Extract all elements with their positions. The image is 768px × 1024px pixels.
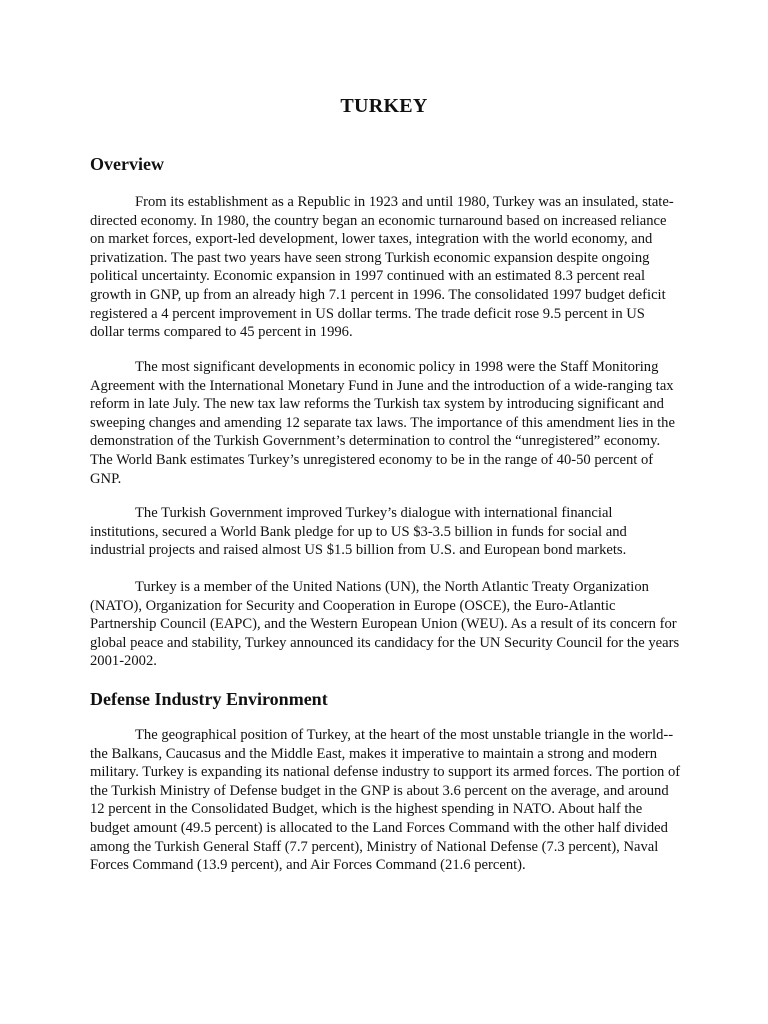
section-heading-defense-industry: Defense Industry Environment: [90, 689, 328, 709]
paragraph: The most significant developments in economic policy in 1998 were the Staff Monitoring Agreement with the International Monetary Fund in June and the introduction of a wide-ranging tax reform in late July. The new tax law reforms the Turkish tax system by introducing significant and sweeping changes and amending 12 separate tax laws. The importance of this amendment lies in the demonstration of the Turkish Government’s determination to control the “unregistered” economy. The World Bank estimates Turkey’s unregistered economy to be in the range of 40-50 percent of GNP.: [90, 359, 675, 487]
paragraph: From its establishment as a Republic in 1923 and until 1980, Turkey was an insulated, state-directed economy. In 1980, the country began an economic turnaround based on increased reliance on market forces, export-led development, lower taxes, integration with the world economy, and privatization. The past two years have seen strong Turkish economic expansion despite ongoing political uncertainty. Economic expansion in 1997 continued with an estimated 8.3 percent real growth in GNP, up from an already high 7.1 percent in 1996. The consolidated 1997 budget deficit registered a 4 percent improvement in US dollar terms. The trade deficit rose 9.5 percent in US dollar terms compared to 45 percent in 1996.: [90, 194, 674, 341]
paragraph: Turkey is a member of the United Nations (UN), the North Atlantic Treaty Organization (NATO), Organization for Security and Cooperation in Europe (OSCE), the Euro-Atlantic Partnership Council (EAPC), and the Western European Union (WEU). As a result of its concern for global peace and stability, Turkey announced its candidacy for the UN Security Council for the years 2001-2002.: [90, 579, 680, 670]
paragraph: The geographical position of Turkey, at the heart of the most unstable triangle in the world--the Balkans, Caucasus and the Middle East, makes it imperative to maintain a strong and modern military. Turkey is expanding its national defense industry to support its armed forces. The portion of the Turkish Ministry of Defense budget in the GNP is about 3.6 percent on the average, and around 12 percent in the Consolidated Budget, which is the highest spending in NATO. About half the budget amount (49.5 percent) is allocated to the Land Forces Command with the other half divided among the Turkish General Staff (7.7 percent), Ministry of National Defense (7.3 percent), Naval Forces Command (13.9 percent), and Air Forces Command (21.6 percent).: [90, 727, 681, 874]
paragraph: The Turkish Government improved Turkey’s dialogue with international financial institutions, secured a World Bank pledge for up to US $3-3.5 billion in funds for social and industrial projects and raised almost US $1.5 billion from U.S. and European bond markets.: [90, 505, 627, 559]
document-title: TURKEY: [340, 95, 428, 117]
section-heading-overview: Overview: [90, 154, 164, 174]
